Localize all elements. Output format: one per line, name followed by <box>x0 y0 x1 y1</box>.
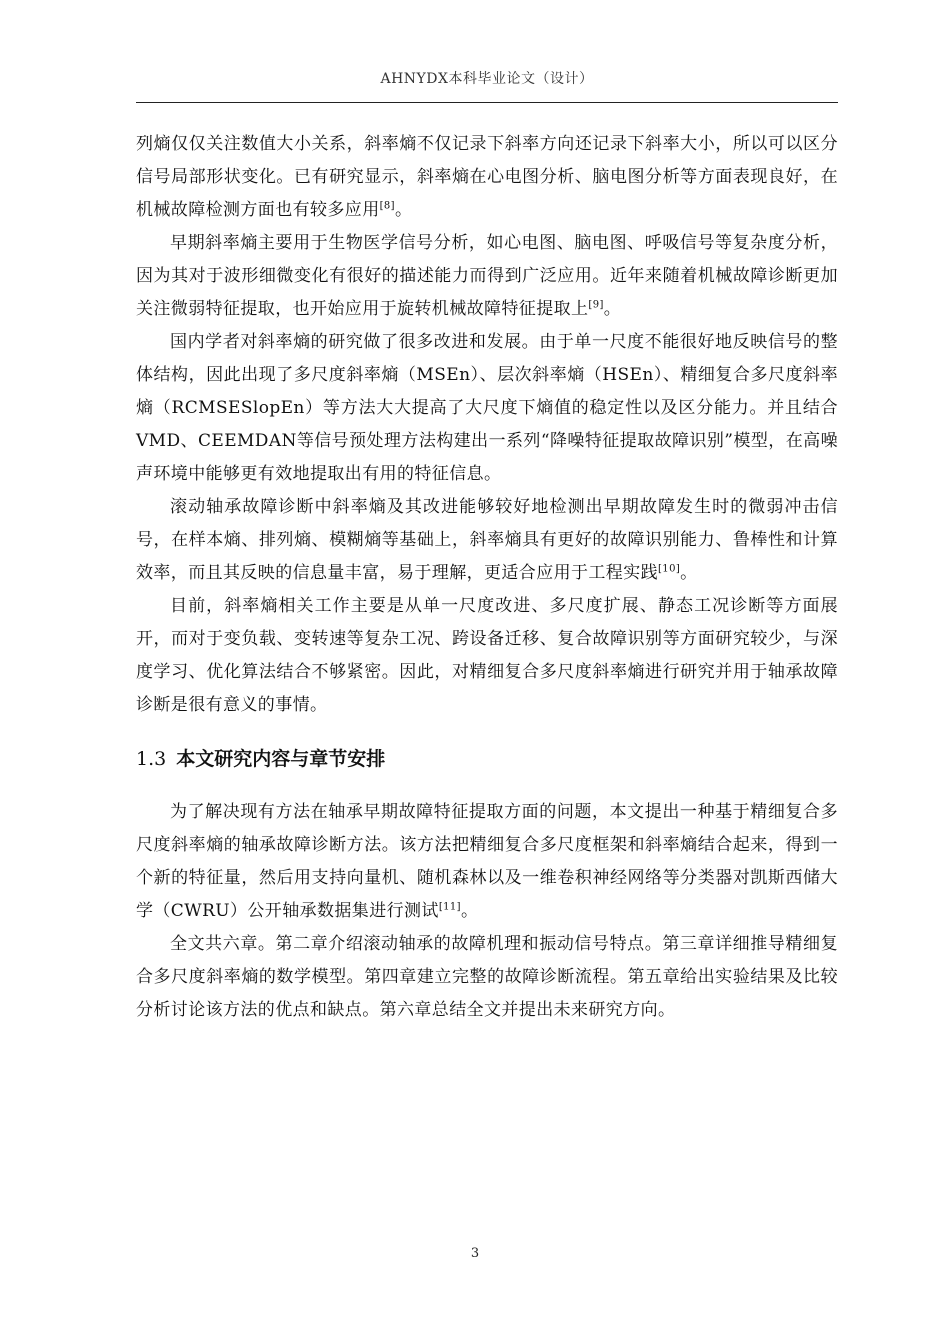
paragraph-current-status <box>136 590 838 722</box>
section-heading <box>136 744 838 774</box>
citation-8: [8] <box>379 200 395 212</box>
paragraph-proposed-method <box>136 796 838 928</box>
paragraph-tail: 。 <box>394 200 413 220</box>
page-header <box>136 64 838 103</box>
paragraph-bearing-diagnosis <box>136 491 838 590</box>
paragraph-text: 早期斜率熵主要用于生物医学信号分析，如心电图、脑电图、呼吸信号等复杂度分析，因为其对于波形细微变化有很好的描述能力而得到广泛应用。近年来随着机械故障诊断更加关注微弱特征提取，也开始应用于旋转机械故障特征提取上 <box>136 233 838 319</box>
paragraph-tail: 。 <box>603 299 622 319</box>
paragraph-text: 滚动轴承故障诊断中斜率熵及其改进能够较好地检测出早期故障发生时的微弱冲击信号，在样本熵、排列熵、模糊熵等基础上，斜率熵具有更好的故障识别能力、鲁棒性和计算效率，而且其反映的信息量丰富，易于理解，更适合应用于工程实践 <box>136 497 838 583</box>
document-body <box>136 128 838 1027</box>
paragraph-text: 为了解决现有方法在轴承早期故障特征提取方面的问题，本文提出一种基于精细复合多尺度斜率熵的轴承故障诊断方法。该方法把精细复合多尺度框架和斜率熵结合起来，得到一个新的特征量，然后用支持向量机、随机森林以及一维卷积神经网络等分类器对凯斯西储大学（CWRU）公开轴承数据集进行测试 <box>136 802 838 921</box>
page-number: 3 <box>470 1246 480 1261</box>
header-title: AHNYDX本科毕业论文（设计） <box>380 71 594 87</box>
citation-10: [10] <box>658 563 681 575</box>
paragraph-text: 目前，斜率熵相关工作主要是从单一尺度改进、多尺度扩展、静态工况诊断等方面展开，而对于变负载、变转速等复杂工况、跨设备迁移、复合故障识别等方面研究较少，与深度学习、优化算法结合不够紧密。因此，对精细复合多尺度斜率熵进行研究并用于轴承故障诊断是很有意义的事情。 <box>136 596 838 715</box>
citation-9: [9] <box>588 299 604 311</box>
paragraph-early-slope-entropy <box>136 227 838 326</box>
section-title: 本文研究内容与章节安排 <box>176 748 386 770</box>
paragraph-text: 国内学者对斜率熵的研究做了很多改进和发展。由于单一尺度不能很好地反映信号的整体结构，因此出现了多尺度斜率熵（MSEn）、层次斜率熵（HSEn）、精细复合多尺度斜率熵（RCMSESlopEn）等方法大大提高了大尺度下熵值的稳定性以及区分能力。并且结合VMD、CEEMDAN等信号预处理方法构建出一系列“降噪特征提取故障识别”模型，在高噪声环境中能够更有效地提取出有用的特征信息。 <box>136 332 838 484</box>
paragraph-tail: 。 <box>680 563 698 583</box>
paragraph-text: 列熵仅仅关注数值大小关系，斜率熵不仅记录下斜率方向还记录下斜率大小，所以可以区分信号局部形状变化。已有研究显示，斜率熵在心电图分析、脑电图分析等方面表现良好，在机械故障检测方面也有较多应用 <box>136 134 838 220</box>
citation-11: [11] <box>438 901 461 913</box>
paragraph-domestic-research <box>136 326 838 491</box>
paragraph-tail: 。 <box>460 901 479 921</box>
section-number: 1.3 <box>136 748 167 770</box>
paragraph-chapter-outline <box>136 928 838 1027</box>
paragraph-text: 全文共六章。第二章介绍滚动轴承的故障机理和振动信号特点。第三章详细推导精细复合多尺度斜率熵的数学模型。第四章建立完整的故障诊断流程。第五章给出实验结果及比较分析讨论该方法的优点和缺点。第六章总结全文并提出未来研究方向。 <box>136 934 838 1020</box>
paragraph-continued <box>136 128 838 227</box>
